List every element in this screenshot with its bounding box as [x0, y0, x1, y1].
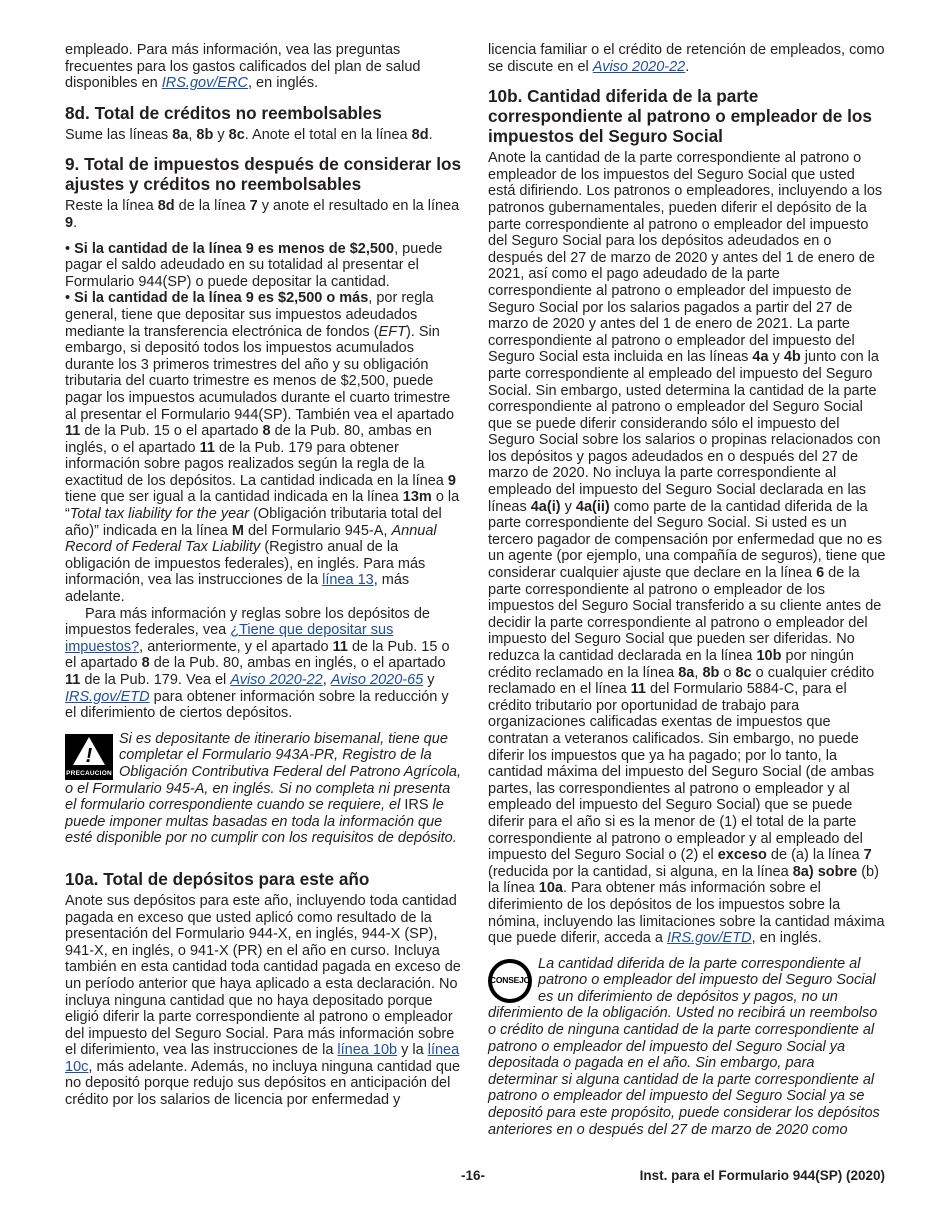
text-run: del Formulario 5884-C, para el crédito tributario por oportunidad de trabajo para organizaciones calificadas exentas de impuestos que contratan a veteranos calificados. Sin embargo, no puede diferir los impuestos que ya ha pagado; por lo tanto, la cantidad máxima del impuesto del Seguro Social (de ambas partes, las correspondientes al patrono o empleador y al empleado del impuesto del Seguro Social) que se puede diferir para el año si es la menor de (1) el total de la parte correspondiente al patrono o empleador y al empleado del impuesto del Seguro Social o (2) el — [488, 681, 875, 864]
text-run: Si la cantidad de la línea 9 es menos de $2,500 — [74, 240, 395, 257]
text-run: (Obligación tributaria total del año)” indicada en la línea — [65, 506, 442, 539]
text-run: y — [423, 672, 435, 688]
text-run: 4a — [752, 349, 769, 366]
right-column — [488, 42, 886, 1148]
inline-link[interactable]: ¿Tiene que depositar sus impuestos? — [65, 622, 394, 655]
text-run: o cualquier crédito reclamado en el línea — [488, 664, 875, 698]
text-run: Annual Record of Federal Tax Liability — [65, 522, 437, 556]
text-run: . Para obtener más información sobre el diferimiento de los depósitos de los impuestos sobre la nómina, incluyendo las limitaciones sobre la cantidad máxima que puede diferir, acceda a — [488, 880, 885, 947]
section-heading-9: 9. Total de impuestos después de considerar los ajustes y créditos no reembolsables — [65, 154, 462, 195]
text-run: 9 — [447, 472, 456, 489]
text-run: o la “ — [65, 489, 460, 523]
text-run: 8a — [678, 664, 695, 681]
text-run: 8d — [411, 126, 429, 143]
paragraph — [65, 42, 463, 92]
text-run: , puede pagar el saldo adeudado en su totalidad al presentar el Formulario 944(SP) o puede depositar la cantidad. — [65, 240, 443, 290]
inline-link[interactable]: línea 13 — [322, 572, 374, 589]
inline-link[interactable]: IRS.gov/ETD — [65, 688, 150, 705]
text-run: , en inglés. — [751, 930, 822, 947]
text-run: . — [73, 214, 78, 231]
inline-link[interactable]: Aviso 2020-65 — [330, 672, 424, 688]
text-run: Anote la cantidad de la parte correspondiente al patrono o empleador de los impuestos del Seguro Social que usted está difiriendo. Los patronos o empleadores, incluyendo a los patronos gubernamentales, pueden diferir el depósito de la parte correspondiente al patrono o empleador del impuesto del Seguro Social para los depósitos adeudados en o después del 27 de marzo de 2020 y antes del 1 de enero de 2021, así como el pago adeudado de la parte correspondiente al patrono o empleador del impuesto de Seguro Social por los salarios pagados a partir del 27 de marzo de 2020 y antes del 1 de enero de 2021. La parte correspondiente al patrono o empleador del impuesto del Seguro Social esta incluida en las líneas — [488, 150, 883, 366]
text-run: 11 — [65, 672, 81, 688]
inline-link[interactable]: Aviso 2020-22 — [230, 672, 323, 688]
text-run: 11 — [199, 439, 215, 456]
text-run: Sume las líneas — [65, 126, 173, 143]
text-run: 4a(i) — [530, 498, 561, 515]
paragraph — [65, 127, 463, 144]
paragraph — [65, 198, 463, 231]
text-run: M — [231, 522, 244, 539]
text-run: , — [188, 126, 197, 143]
left-column — [65, 42, 463, 1118]
caution-text — [65, 731, 461, 847]
text-run: 7 — [249, 198, 258, 215]
text-run: de la línea — [174, 198, 250, 215]
text-run: de la parte correspondiente al patrono o empleador de los impuestos del Seguro Social transferido a su cliente antes de decidir la parte correspondiente al patrono o empleador del impuesto del Seguro Social que pueden ser diferidas. No reduzca la cantidad declarada en la línea — [488, 565, 882, 664]
text-run: 9 — [65, 214, 74, 231]
text-run: y — [768, 349, 784, 366]
text-run: 4a(ii) — [575, 498, 610, 515]
text-run: 13m — [402, 489, 432, 506]
text-run: La cantidad diferida de la parte correspondiente al patrono o empleador del impuesto del Seguro Social es un diferimiento de depósitos y pagos, no un diferimiento de la obligación. Usted no recibirá un reembolso o crédito de ninguna cantidad de la parte correspondiente al patrono o empleador del impuesto del Seguro Social ya depositada o pagada en el año. Sin embargo, para determinar si alguna cantidad de la parte correspondiente al patrono o empleador del impuesto del Seguro Social ya se depositó para este propósito, puede considerar los depósitos anteriores en o después del 27 de marzo de 2020 como — [488, 955, 880, 1138]
section-heading-10a: 10a. Total de depósitos para este año — [65, 868, 370, 889]
text-run: del Formulario 945-A, — [243, 522, 392, 539]
text-run: 8c — [735, 664, 752, 681]
inline-link[interactable]: IRS.gov/ETD — [666, 930, 752, 947]
caution-note — [65, 731, 463, 847]
inline-link[interactable]: línea 10c — [65, 1042, 460, 1075]
text-run: de la Pub. 179. Vea el — [80, 672, 231, 688]
text-run: . — [685, 58, 690, 75]
text-run: Reste la línea — [65, 198, 158, 215]
text-run: y — [213, 126, 229, 143]
text-run: , en inglés. — [247, 75, 319, 92]
tip-text — [488, 956, 880, 1138]
text-run: 11 — [630, 681, 647, 698]
tip-icon — [488, 959, 532, 1003]
text-run: 4b — [783, 349, 801, 366]
text-run: , anteriormente, y el apartado — [139, 638, 333, 655]
caution-icon — [65, 734, 113, 780]
text-run: 8b — [196, 126, 214, 143]
page-number: -16- — [461, 1168, 486, 1183]
text-run: 8a — [172, 126, 189, 143]
text-run: tiene que ser igual a la cantidad indicada en la línea — [65, 489, 403, 506]
text-run: Si la cantidad de la línea 9 es $2,500 o más — [74, 290, 369, 307]
section-heading-10b: 10b. Cantidad diferida de la parte correspondiente al patrono o empleador de los impuestos del Seguro Social — [488, 86, 872, 147]
text-run: 11 — [65, 423, 81, 440]
text-run: • — [65, 240, 75, 257]
text-run: (reducida por la cantidad, si alguna, en la línea — [488, 863, 793, 880]
text-run: . — [428, 126, 433, 143]
text-run: o — [719, 664, 736, 681]
text-run: para obtener información sobre la reducción y el diferimiento de ciertos depósitos. — [65, 688, 449, 722]
text-run: IRS — [404, 797, 429, 814]
text-run: , — [694, 664, 703, 681]
text-run: sobre — [817, 863, 858, 880]
text-run: (b) la línea — [488, 863, 879, 897]
text-run: 8 — [262, 423, 271, 440]
text-run: de la Pub. 80, ambas en inglés, o el apartado — [65, 423, 432, 456]
exclamation-mark: ! — [85, 744, 93, 766]
bullet-item — [65, 290, 463, 605]
text-run: Anote sus depósitos para este año, incluyendo toda cantidad pagada en exceso que usted aplicó como resultado de la presentación del Formulario 944-X, en inglés, 944-X (SP), 941-X, en inglés, o 941-X (PR) en el año en curso. Incluya también en esta cantidad toda cantidad pagada en exceso de un período anterior que haya aplicado a esta declaración. No incluya ninguna cantidad que no haya depositado porque eligió diferir la parte correspondiente al patrono o empleador del impuesto del Seguro Social. Para más información sobre el diferimiento, vea las instrucciones de la — [65, 892, 461, 1059]
text-run: Si es depositante de itinerario bisemanal, tiene que completar el Formulario 943A-PR, Registro de la Obligación Contributiva Federal del Patrono Agrícola, o el Formulario 945-A, en inglés. Si no completa ni presenta el formulario correspondiente cuando se requiere, el — [65, 730, 462, 814]
text-run: de la Pub. 15 o el apartado — [80, 423, 263, 440]
paragraph — [488, 150, 886, 947]
inline-link[interactable]: IRS.gov/ERC — [161, 75, 248, 92]
text-run: 11 — [332, 638, 348, 655]
text-run: 10a — [538, 880, 563, 897]
text-run: 8a) — [792, 863, 814, 880]
inline-link[interactable]: línea 10b — [337, 1042, 398, 1059]
text-run: Para más información y reglas sobre los depósitos de impuestos federales, vea — [65, 605, 430, 639]
text-run: 6 — [816, 565, 825, 582]
text-run: , más adelante. — [65, 572, 410, 606]
text-run: 8b — [702, 664, 720, 681]
text-run: 8d — [157, 198, 175, 215]
text-run: de (a) la línea — [766, 847, 864, 864]
text-run: , más adelante. Además, no incluya ninguna cantidad que no depositó porque redujo sus depósitos en anticipación del crédito por los salarios de licencia por enfermedad y — [65, 1058, 461, 1109]
caution-icon-label: PRECAUCION — [66, 769, 112, 777]
text-run: por ningún crédito reclamado en la línea — [488, 648, 854, 681]
text-run: 8 — [141, 655, 150, 672]
text-run: , — [322, 672, 331, 688]
text-run: de la Pub. 15 o el apartado — [65, 638, 450, 672]
text-run: . Anote el total en la línea — [244, 126, 412, 143]
paragraph — [488, 42, 886, 75]
text-run: y la — [397, 1042, 428, 1059]
text-run: de la Pub. 80, ambas en inglés, o el apartado — [149, 655, 446, 672]
text-run: licencia familiar o el crédito de retención de empleados, como se discute en el — [488, 42, 885, 75]
text-run: 10b — [756, 648, 782, 664]
text-run: y — [560, 498, 576, 515]
text-run: • — [65, 290, 75, 307]
text-run: , por regla general, tiene que depositar sus impuestos adeudados mediante la transferencia electrónica de fondos ( — [65, 290, 434, 340]
inline-link[interactable]: Aviso 2020-22 — [592, 58, 686, 75]
text-run: y anote el resultado en la línea — [257, 198, 460, 215]
text-run: 7 — [863, 847, 872, 864]
footer-title: Inst. para el Formulario 944(SP) (2020) — [639, 1168, 885, 1183]
text-run: EFT — [378, 323, 406, 340]
tip-note — [488, 956, 886, 1139]
text-run: Total tax liability for the year — [69, 506, 250, 523]
text-run: exceso — [717, 847, 767, 864]
text-run: como parte de la cantidad diferida de la parte correspondiente del Seguro Social. Si usted es un tercero pagador de compensación por enfermedad que no es un agente (por ejemplo, una compañía de seguros), tiene que considerar cualquier ajuste que declare en la línea — [488, 498, 886, 582]
bullet-item — [65, 241, 463, 291]
text-run: ). Sin embargo, si depositó todos los impuestos acumulados durante los 3 primeros trimestres del año y su obligación tributaria del cuarto trimestre es menos de $2,500, puede pagar los impuestos acumulados durante el cuarto trimestre al presentar el Formulario 944(SP). También vea el apartado — [65, 323, 455, 423]
paragraph — [65, 606, 463, 722]
paragraph — [65, 893, 463, 1109]
section-heading-8d: 8d. Total de créditos no reembolsables — [65, 102, 382, 123]
text-run: junto con la parte correspondiente al empleado del impuesto del Seguro Social. Sin embargo, usted determina la cantidad de la parte correspondiente al patrono o empleador del Seguro Social que se puede diferir considerando sólo el impuesto del Seguro Social sobre los salarios o propinas relacionados con los depósitos y pagos adeudados en o después del 27 de marzo de 2020. No incluya la parte correspondiente al empleado del impuesto del Seguro Social declarada en las líneas — [488, 349, 881, 515]
text-run: 8c — [228, 126, 245, 143]
text-run: le puede imponer multas basadas en toda la información que esté disponible por no cumplir con los requisitos de depósito. — [65, 797, 457, 847]
text-run: empleado. Para más información, vea las preguntas frecuentes para los gastos calificados del plan de salud disponibles en — [65, 42, 421, 92]
tip-icon-label: CONSEJO — [489, 975, 531, 986]
text-run: de la Pub. 179 para obtener información sobre pagos realizados según la regla de la exactitud de los depósitos. La cantidad indicada en la línea — [65, 439, 448, 489]
text-run: (Registro anual de la obligación de impuestos federales), en inglés. Para más información, vea las instrucciones de la — [65, 539, 426, 589]
